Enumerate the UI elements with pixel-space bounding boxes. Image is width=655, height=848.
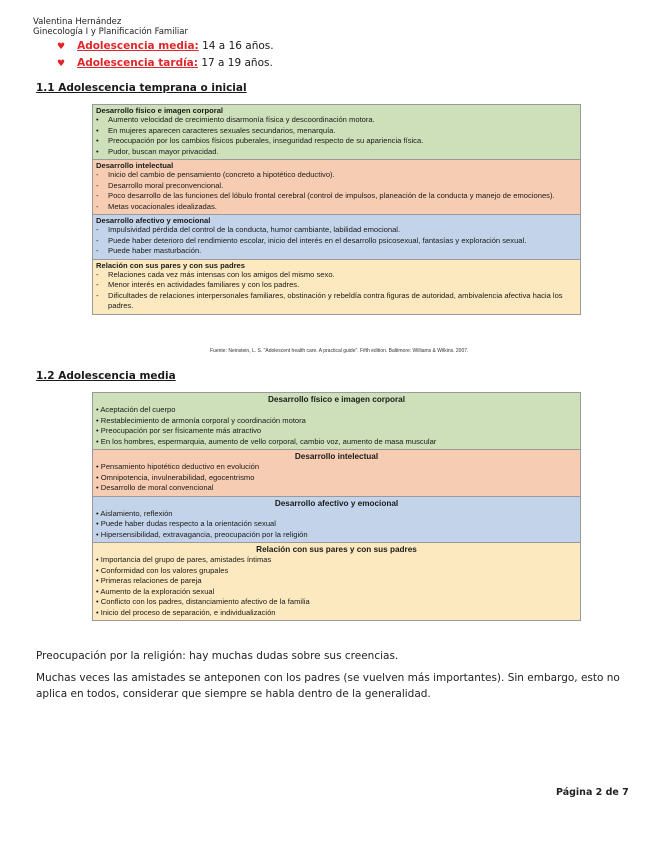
table-item [96, 587, 577, 598]
bullet-marker: - [96, 246, 99, 255]
bullet-marker: - [96, 180, 99, 190]
table-item [96, 437, 577, 448]
table-item-text: Impulsividad pérdida del control de la conducta, humor cambiante, labilidad emocional. [108, 225, 401, 234]
table-item-text: • Aceptación del cuerpo [96, 405, 176, 414]
bullet-marker: • [96, 125, 99, 135]
table-item-text: Desarrollo moral preconvencional. [108, 180, 224, 190]
table-section [93, 214, 580, 259]
table-section-heading: Desarrollo intelectual [96, 161, 174, 170]
table-item-text: Poco desarrollo de las funciones del lóbulo frontal cerebral (control de impulsos, planeación de la conducta y manejo de emociones). [108, 191, 555, 200]
course-name: Ginecología I y Planificación Familiar [33, 27, 189, 37]
table-item [96, 462, 577, 473]
table-item-text: Relaciones cada vez más intensas con los amigos del mismo sexo. [108, 269, 335, 279]
bullet-marker: • [96, 136, 99, 145]
table-section-heading: Desarrollo intelectual [294, 452, 379, 461]
early-adolescence-table [92, 104, 581, 315]
table-section [93, 496, 580, 543]
table-item [96, 405, 577, 416]
table-section [93, 542, 580, 620]
table-item [96, 181, 577, 192]
table-section-heading: Desarrollo físico e imagen corporal [96, 106, 224, 115]
table-item-text: • Restablecimiento de armonía corporal y coordinación motora [96, 415, 306, 425]
table-item-text: Pudor, buscan mayor privacidad. [108, 146, 219, 156]
table-item-text: Menor interés en actividades familiares y con los padres. [108, 280, 300, 289]
table-item-text: • Primeras relaciones de pareja [96, 576, 202, 585]
author-name: Valentina Hernández [33, 17, 122, 27]
table-item-text: • Pensamiento hipotético deductivo en evolución [96, 462, 260, 471]
table-item [96, 473, 577, 484]
stage-value: 14 a 16 años. [202, 40, 274, 52]
table-item [96, 270, 577, 281]
table-item-text: • Aumento de la exploración sexual [96, 586, 215, 596]
table-item [96, 509, 577, 520]
bullet-marker: - [96, 225, 99, 234]
stage-value: 17 a 19 años. [201, 57, 273, 69]
table-section-heading: Relación con sus pares y con sus padres [256, 545, 417, 554]
table-item-text: • En los hombres, espermarquia, aumento de vello corporal, cambio voz, aumento de masa muscular [96, 436, 437, 446]
bullet-marker: - [96, 170, 99, 179]
table-item [96, 115, 577, 126]
table-item-text: Dificultades de relaciones interpersonales familiares, obstinación y rebeldía contra figuras de autoridad, ambivalencia afectiva hacia los padres. [108, 290, 563, 310]
table-section [93, 159, 580, 214]
bullet-marker: - [96, 201, 99, 211]
table-item [96, 236, 577, 247]
table-item [96, 291, 577, 312]
table-item [96, 483, 577, 494]
table-section-heading: Desarrollo afectivo y emocional [96, 216, 211, 225]
table-section [93, 393, 580, 449]
stage-label: Adolescencia media: [77, 40, 199, 52]
bullet-marker: - [96, 191, 99, 200]
table-item-text: • Conformidad con los valores grupales [96, 565, 229, 575]
bullet-marker: • [96, 146, 99, 156]
table-section [93, 449, 580, 496]
table-item-text: Aumento velocidad de crecimiento disarmonía física y descoordinación motora. [108, 115, 375, 124]
section-title: 1.2 Adolescencia media [36, 370, 176, 382]
stage-item [57, 57, 273, 69]
heart-bullet-icon: ♥ [57, 59, 66, 69]
table-item [96, 225, 577, 236]
table-item-text: • Importancia del grupo de pares, amistades íntimas [96, 555, 272, 564]
table-item [96, 280, 577, 291]
bullet-marker: • [96, 115, 99, 124]
bullet-marker: - [96, 280, 99, 289]
table-item [96, 202, 577, 213]
table-item-text: • Preocupación por ser físicamente más atractivo [96, 426, 262, 435]
table-item [96, 566, 577, 577]
table-section [93, 259, 580, 314]
bullet-marker: - [96, 290, 99, 300]
table-item [96, 136, 577, 147]
bullet-marker: - [96, 269, 99, 279]
table-item [96, 597, 577, 608]
section-title: 1.1 Adolescencia temprana o inicial [36, 82, 247, 94]
paragraph: Preocupación por la religión: hay muchas dudas sobre sus creencias. [36, 650, 399, 662]
table-section-heading: Desarrollo físico e imagen corporal [268, 395, 405, 404]
table-item-text: Metas vocacionales idealizadas. [108, 201, 217, 211]
heart-bullet-icon: ♥ [57, 42, 66, 52]
paragraph: Muchas veces las amistades se anteponen con los padres (se vuelven más importantes). Sin embargo, esto no aplica en todos, considerar que siempre se habla dentro de la generalidad. [36, 672, 620, 700]
stage-item [57, 40, 274, 52]
table-item-text: • Desarrollo de moral convencional [96, 483, 214, 492]
table-item-text: Puede haber masturbación. [108, 246, 202, 255]
table-item-text: • Aislamiento, reflexión [96, 508, 173, 518]
table-item-text: • Hipersensibilidad, extravagancia, preocupación por la religión [96, 529, 308, 539]
table-item [96, 426, 577, 437]
table-source: Fuente: Neinstein, L. S. "Adolescent health care. A practical guide". Fifth edition. Baltimore: Williams & Wilkins. 2007. [210, 348, 469, 354]
table-item-text: • Puede haber dudas respecto a la orientación sexual [96, 519, 276, 528]
table-item [96, 608, 577, 619]
table-item-text: Preocupación por los cambios físicos puberales, inseguridad respecto de su apariencia física. [108, 136, 424, 145]
bullet-marker: - [96, 235, 99, 245]
table-item [96, 170, 577, 181]
middle-adolescence-table [92, 392, 581, 621]
table-item [96, 416, 577, 427]
table-section-heading: Desarrollo afectivo y emocional [274, 498, 399, 508]
table-item-text: • Omnipotencia, invulnerabilidad, egocentrismo [96, 472, 255, 482]
table-item-text: Inicio del cambio de pensamiento (concreto a hipotético deductivo). [108, 170, 335, 179]
table-item [96, 191, 577, 202]
table-item-text: • Inicio del proceso de separación, e individualización [96, 607, 276, 617]
table-item-text: En mujeres aparecen caracteres sexuales secundarios, menarquía. [108, 125, 336, 135]
table-item-text: Puede haber deterioro del rendimiento escolar, inicio del interés en el desarrollo psicosexual, fantasías y exploración sexual. [108, 235, 527, 245]
table-section [93, 105, 580, 159]
stage-label: Adolescencia tardía: [77, 57, 198, 69]
page-number: Página 2 de 7 [556, 787, 629, 798]
table-item [96, 126, 577, 137]
table-item [96, 519, 577, 530]
table-section-heading: Relación con sus pares y con sus padres [96, 260, 245, 270]
table-item [96, 555, 577, 566]
table-item [96, 147, 577, 158]
table-item [96, 530, 577, 541]
table-item-text: • Conflicto con los padres, distanciamiento afectivo de la familia [96, 597, 310, 606]
table-item [96, 246, 577, 257]
table-item [96, 576, 577, 587]
